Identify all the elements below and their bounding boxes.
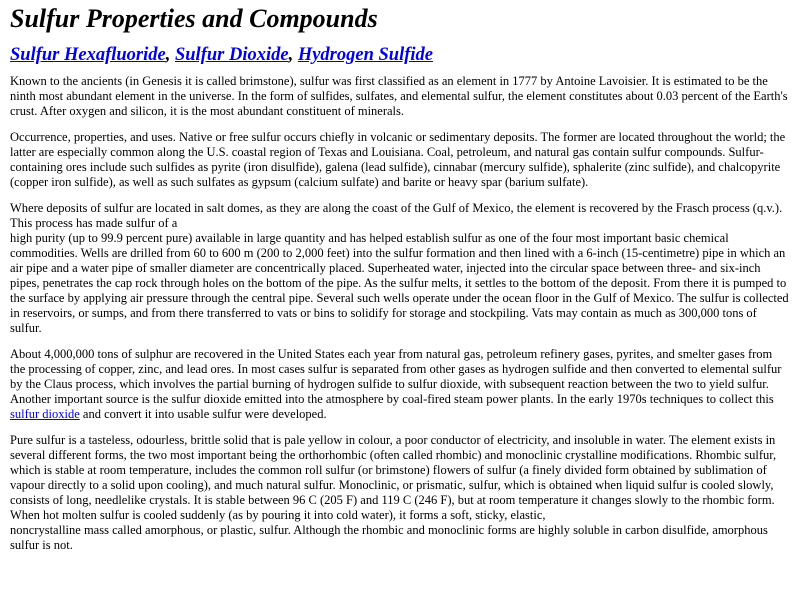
- link-separator: ,: [165, 45, 175, 65]
- page-title: Sulfur Properties and Compounds: [10, 4, 378, 33]
- link-sulfur-hexafluoride[interactable]: Sulfur Hexafluoride: [10, 45, 166, 65]
- link-sulfur-dioxide-inline[interactable]: sulfur dioxide: [10, 407, 80, 421]
- paragraph-recovery: [10, 347, 790, 422]
- link-sulfur-dioxide[interactable]: Sulfur Dioxide: [174, 45, 289, 65]
- recovery-text-after: and convert it into usable sulfur were developed.: [79, 407, 327, 421]
- properties-text-part1: Pure sulfur is a tasteless, odourless, brittle solid that is pale yellow in colour, a poor conductor of electricity, and insoluble in water. The element exists in several different forms, the two most important being the orthorhombic (often called rhombic) and monoclinic crystalline modifications. Rhombic sulfur, which is stable at room temperature, includes the common roll sulfur (or brimstone) flowers of sulfur (a finely divided form obtained by sublimation of vapour directly to a solid upon cooling), and much natural sulfur. Monoclinic, or prismatic, sulfur, which is obtained when liquid sulfur is cooled slowly, consists of long, needlelike crystals. It is stable between 96 C (205 F) and 119 C (246 F), but at room temperature it changes slowly to the rhombic form. When hot molten sulfur is cooled suddenly (as by pouring it into cold water), it forms a soft, sticky, elastic,: [10, 433, 777, 522]
- paragraph-frasch-line2: high purity (up to 99.9 percent pure) available in large quantity and has helped establish sulfur as one of the four most important basic chemical commodities. Wells are drilled from 60 to 600 m (200 to 2,000 feet) into the sulfur formation and then lined with a 6-inch (15-centimetre) pipe in which an air pipe and a water pipe of smaller diameter are concentrically placed. Superheated water, injected into the circular space between three- and six-inch pipes, penetrates the cap rock through holes on the bottom of the pipe. As the sulfur melts, it settles to the bottom of the deposit. From there it is pumped to the surface by applying air pressure through the central pipe. Several such wells operate under the ocean floor in the Gulf of Mexico. The sulfur is collected in reservoirs, or sumps, and from there transferred to vats or bins to solidify for storage and stockpiling. Vats may contain as much as 300,000 tons of sulfur.: [10, 231, 789, 335]
- paragraph-frasch-line1: Where deposits of sulfur are located in salt domes, as they are along the coast of the Gulf of Mexico, the element is recovered by the Frasch process (q.v.). This process has made sulfur of a: [10, 201, 783, 230]
- paragraph-properties: [10, 433, 790, 553]
- properties-text-part2: noncrystalline mass called amorphous, or plastic, sulfur. Although the rhombic and monoclinic forms are highly soluble in carbon disulfide, amorphous sulfur is not.: [10, 523, 768, 552]
- paragraph-intro: Known to the ancients (in Genesis it is called brimstone), sulfur was first classified as an element in 1777 by Antoine Lavoisier. It is estimated to be the ninth most abundant element in the universe. In the form of sulfides, sulfates, and elemental sulfur, the element constitutes about 0.03 percent of the Earth's crust. After oxygen and silicon, it is the most abundant constituent of minerals.: [10, 74, 788, 118]
- paragraph-frasch-process: [10, 201, 790, 336]
- link-separator: ,: [288, 45, 298, 65]
- compound-links: [10, 44, 790, 66]
- link-hydrogen-sulfide[interactable]: Hydrogen Sulfide: [297, 45, 433, 65]
- paragraph-occurrence: Occurrence, properties, and uses. Native or free sulfur occurs chiefly in volcanic or sedimentary deposits. The former are located throughout the world; the latter are especially common along the U.S. coastal region of Texas and Louisiana. Coal, petroleum, and natural gas contain sulfur compounds. Sulfur-containing ores include such sulfides as pyrite (iron disulfide), galena (lead sulfide), cinnabar (mercury sulfide), sphalerite (zinc sulfide), and chalcopyrite (copper iron sulfide), as well as such sulfates as gypsum (calcium sulfate) and barite or heavy spar (barium sulfate).: [10, 130, 786, 189]
- recovery-text-before: About 4,000,000 tons of sulphur are recovered in the United States each year from natural gas, petroleum refinery gases, pyrites, and smelter gases from the processing of copper, zinc, and lead ores. In most cases sulfur is separated from other gases as hydrogen sulfide and then converted to elemental sulfur by the Claus process, which involves the partial burning of hydrogen sulfide to sulfur dioxide, with subsequent reaction between the two to yield sulfur. Another important source is the sulfur dioxide emitted into the atmosphere by coal-fired steam power plants. In the early 1970s techniques to collect this: [10, 347, 782, 406]
